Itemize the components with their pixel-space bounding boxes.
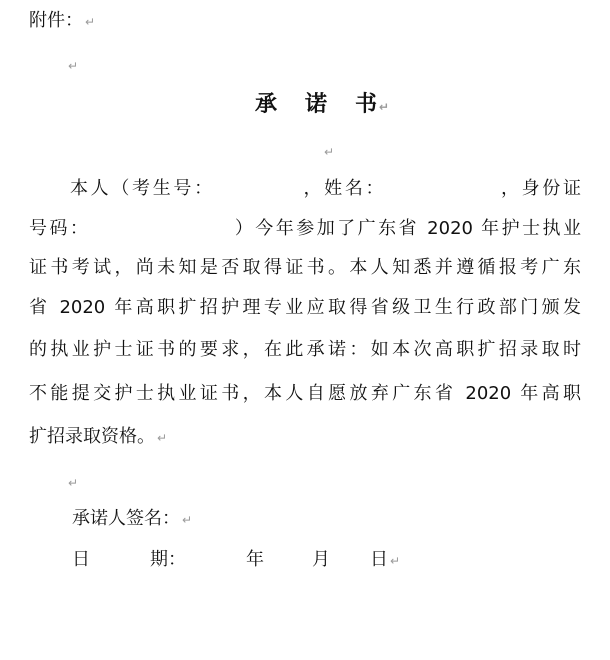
date-line [72, 551, 610, 569]
body-line: 证书考试，尚未知是否取得证书。本人知悉并遵循报考广东 [29, 257, 581, 278]
date-label-char: 日 [72, 549, 90, 570]
empty-paragraph [322, 142, 610, 160]
body-text: 本人（考生号： [70, 178, 215, 199]
body-text: ，姓名： [300, 178, 387, 199]
date-day-label: 日 [370, 549, 388, 570]
date-label-char: 期： [150, 549, 186, 570]
paragraph-mark-icon: ↵ [85, 15, 96, 29]
title-char: 承 [254, 92, 277, 117]
paragraph-mark-icon: ↵ [390, 554, 401, 568]
date-month-label: 月 [312, 549, 330, 570]
signature-line [72, 510, 610, 528]
signature-label: 承诺人签名： [72, 508, 180, 529]
paragraph-mark-icon: ↵ [324, 145, 335, 159]
body-line [29, 220, 581, 238]
body-text: 扩招录取资格。 [29, 426, 155, 447]
body-line [29, 428, 581, 446]
attachment-label [29, 12, 610, 30]
body-line [70, 180, 581, 198]
paragraph-mark-icon: ↵ [68, 476, 79, 490]
title-char: 书 [354, 92, 377, 117]
body-line: 不能提交护士执业证书，本人自愿放弃广东省 2020 年高职 [29, 383, 581, 404]
body-text: ）今年参加了广东省 2020 年护士执业 [232, 218, 581, 239]
body-text: 号码： [29, 218, 91, 239]
empty-paragraph [66, 56, 610, 74]
body-line: 省 2020 年高职扩招护理专业应取得省级卫生行政部门颁发 [29, 297, 581, 318]
paragraph-mark-icon: ↵ [157, 431, 168, 445]
empty-paragraph [66, 473, 610, 491]
date-year-label: 年 [246, 549, 264, 570]
body-line: 的执业护士证书的要求，在此承诺：如本次高职扩招录取时 [29, 339, 581, 360]
paragraph-mark-icon: ↵ [378, 100, 390, 114]
body-text: ，身份证 [498, 178, 581, 199]
paragraph-mark-icon: ↵ [68, 59, 79, 73]
document-title [0, 94, 610, 116]
attachment-text: 附件： [29, 10, 83, 31]
title-char: 诺 [304, 92, 327, 117]
paragraph-mark-icon: ↵ [182, 513, 193, 527]
